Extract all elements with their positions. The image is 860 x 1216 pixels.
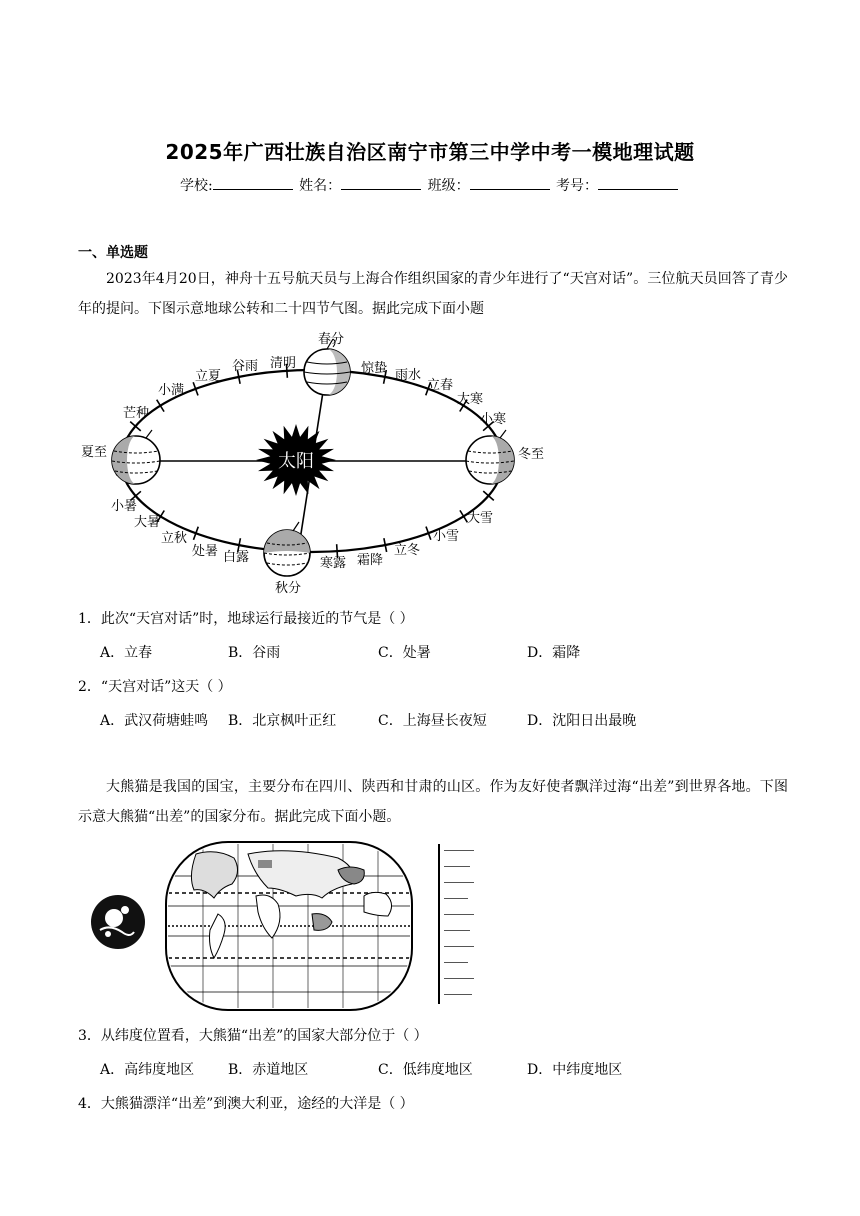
- q1-option-d[interactable]: D．霜降: [527, 645, 581, 661]
- term-xiaoxue: 小雪: [432, 529, 460, 544]
- term-dahan: 大寒: [456, 392, 484, 407]
- page-title: 2025年广西壮族自治区南宁市第三中学中考一模地理试题: [165, 140, 695, 164]
- student-info-line: [0, 175, 860, 195]
- term-dashu: 大暑: [133, 515, 161, 530]
- orbit-tick: [157, 400, 164, 412]
- term-chushu: 处暑: [191, 544, 219, 559]
- exam-no-label: 考号：: [556, 178, 599, 194]
- q3-option-a[interactable]: A．高纬度地区: [100, 1062, 195, 1078]
- q2-option-d[interactable]: D．沈阳日出最晚: [527, 713, 637, 729]
- earth-dongzhi-icon: [466, 430, 514, 484]
- term-bailu: 白露: [222, 550, 250, 565]
- question-3-stem: 3．从纬度位置看，大熊猫“出差”的国家大部分位于（ ）: [78, 1028, 428, 1044]
- q3-option-b[interactable]: B．赤道地区: [228, 1062, 309, 1078]
- term-yushui: 雨水: [394, 368, 422, 383]
- q2-option-c[interactable]: C．上海昼长夜短: [378, 713, 487, 729]
- section-heading: 一、单选题: [78, 245, 148, 261]
- earth-xiazhi-icon: [112, 430, 160, 484]
- school-label: 学校:: [179, 178, 213, 194]
- q1-option-c[interactable]: C．处暑: [378, 645, 431, 661]
- intro-paragraph-2: 大熊猫是我国的国宝，主要分布在四川、陕西和甘肃的山区。作为友好使者飘洋过海“出差”到世界各地。下图示意大熊猫“出差”的国家分布。据此完成下面小题。: [78, 779, 788, 825]
- sun-icon: [256, 424, 336, 496]
- term-xiaoshu: 小暑: [110, 499, 138, 514]
- world-map: [166, 842, 412, 1010]
- panda-world-map-figure: [88, 836, 488, 1016]
- term-liqiu: 立秋: [160, 531, 188, 546]
- term-daxue: 大雪: [466, 511, 494, 526]
- earth-qiufen-icon: [264, 522, 310, 576]
- term-lichun: 立春: [426, 378, 454, 393]
- term-qingming: 清明: [269, 356, 297, 371]
- term-chunfen: 春分: [317, 332, 345, 347]
- term-qiufen: 秋分: [274, 581, 302, 596]
- name-label: 姓名：: [299, 178, 342, 194]
- class-label: 班级：: [427, 178, 470, 194]
- q3-option-d[interactable]: D．中纬度地区: [527, 1062, 623, 1078]
- term-mangzhong: 芒种: [122, 406, 150, 421]
- earth-chunfen-icon: [304, 339, 350, 395]
- q2-option-a[interactable]: A．武汉荷塘蛙鸣: [100, 713, 209, 729]
- earth-revolution-diagram: [76, 328, 566, 598]
- name-blank[interactable]: [341, 177, 421, 190]
- term-lidong: 立冬: [393, 543, 421, 558]
- intro-paragraph-1: 2023年4月20日，神舟十五号航天员与上海合作组织国家的青少年进行了“天宫对话”。三位航天员回答了青少年的提问。下图示意地球公转和二十四节气图。据此完成下面小题: [78, 271, 788, 317]
- exam-no-blank[interactable]: [598, 177, 678, 190]
- panda-logo-icon: [91, 895, 145, 949]
- term-xiaohan: 小寒: [479, 412, 507, 427]
- term-shuangjiang: 霜降: [356, 553, 384, 568]
- map-legend: [438, 844, 474, 1004]
- term-xiaoman: 小满: [157, 383, 185, 398]
- q3-option-c[interactable]: C．低纬度地区: [378, 1062, 473, 1078]
- q1-option-b[interactable]: B．谷雨: [228, 645, 281, 661]
- question-4-stem: 4．大熊猫漂洋“出差”到澳大利亚，途经的大洋是（ ）: [78, 1096, 414, 1112]
- q1-option-a[interactable]: A．立春: [100, 645, 153, 661]
- class-blank[interactable]: [470, 177, 550, 190]
- school-blank[interactable]: [213, 177, 293, 190]
- question-1-stem: 1．此次“天宫对话”时，地球运行最接近的节气是（ ）: [78, 611, 414, 627]
- term-jingzhe: 惊蛰: [360, 361, 388, 376]
- term-hanlu: 寒露: [319, 556, 347, 571]
- term-dongzhi: 冬至: [517, 447, 545, 462]
- term-lixia: 立夏: [194, 369, 222, 384]
- term-xiazhi: 夏至: [80, 445, 108, 460]
- q2-option-b[interactable]: B．北京枫叶正红: [228, 713, 337, 729]
- question-2-stem: 2．“天宫对话”这天（ ）: [78, 679, 232, 695]
- sun-label: 太阳: [278, 451, 314, 472]
- term-guyu: 谷雨: [231, 359, 259, 374]
